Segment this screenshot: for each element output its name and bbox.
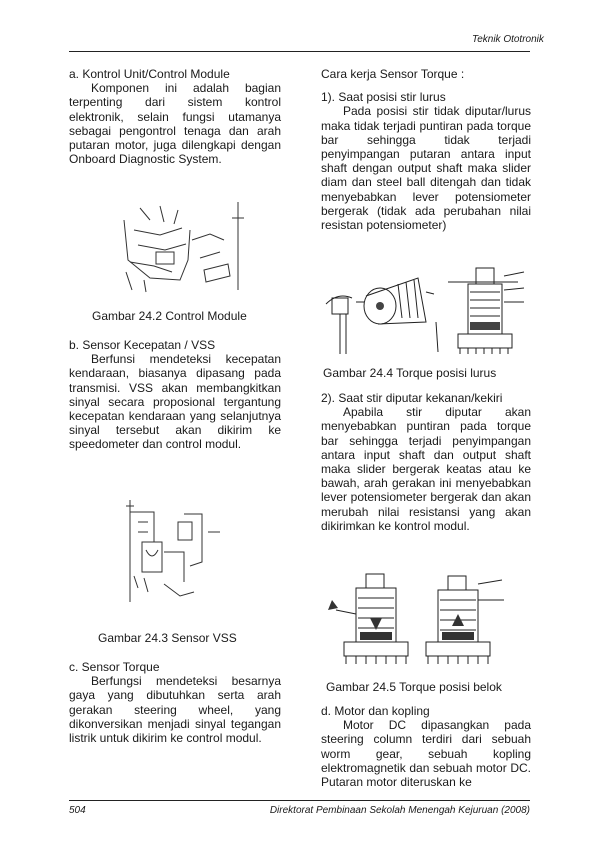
position-1-text: Pada posisi stir tidak diputar/lurus maka tidak terjadi puntiran pada torque bar sehingga tidak terjadi penyimpangan putaran antara input shaft dengan output shaft maka slider diam dan steel ball ditengah dan tidak menyebabkan lever potensiometer bergerak (tidak ada perubahan nilai resistan potensiometer) xyxy=(321,104,531,233)
fig-244-caption-wrap xyxy=(323,366,533,380)
figure-torque-straight xyxy=(318,262,532,360)
section-a xyxy=(69,67,281,166)
fig-245-caption-wrap xyxy=(326,680,536,694)
section-b-text: Berfunsi mendeteksi kecepatan kendaraan, biasanya dipasang pada transmisi. VSS akan membangkitkan sinyal secara proposional tergantung kecepatan kendaraan yang selanjutnya sinyal tersebut akan dikirim ke speedometer dan control modul. xyxy=(69,352,281,452)
running-footer: Direktorat Pembinaan Sekolah Menengah Kejuruan (2008) xyxy=(269,805,530,816)
section-a-heading: a. Kontrol Unit/Control Module xyxy=(69,67,230,81)
torque-working xyxy=(321,67,531,232)
figure-caption: Gambar 24.5 Torque posisi belok xyxy=(326,680,502,694)
figure-caption: Gambar 24.2 Control Module xyxy=(92,309,247,323)
torque-intro: Cara kerja Sensor Torque : xyxy=(321,67,465,81)
section-d-heading: d. Motor dan kopling xyxy=(321,704,430,718)
figure-caption: Gambar 24.3 Sensor VSS xyxy=(98,631,237,645)
footer-rule xyxy=(69,800,530,801)
section-b xyxy=(69,338,281,452)
section-c-text: Berfungsi mendeteksi besarnya gaya yang dibutuhkan serta arah gerakan steering wheel, yang dikonversikan menjadi sinyal tegangan listrik untuk dikirim ke control modul. xyxy=(69,674,281,746)
section-a-text: Komponen ini adalah bagian terpenting dari sistem kontrol elektronik, selain fungsi utamanya sebagai pengontrol tenaga dan arah putaran motor, juga dilengkapi dengan Onboard Diagnostic System. xyxy=(69,81,281,167)
figure-caption: Gambar 24.4 Torque posisi lurus xyxy=(323,366,497,380)
fig-243-caption-wrap xyxy=(98,631,310,645)
running-header: Teknik Ototronik xyxy=(472,34,544,45)
section-b-heading: b. Sensor Kecepatan / VSS xyxy=(69,338,216,352)
figure-sensor-vss xyxy=(124,492,224,622)
position-2 xyxy=(321,391,531,533)
section-d xyxy=(321,704,531,789)
section-c-heading: c. Sensor Torque xyxy=(69,660,160,674)
position-2-heading: 2). Saat stir diputar kekanan/kekiri xyxy=(321,391,503,405)
page-number: 504 xyxy=(69,805,86,816)
figure-control-module xyxy=(120,200,250,295)
figure-torque-turn xyxy=(326,570,526,672)
fig-242-caption-wrap xyxy=(92,309,304,323)
position-1-heading: 1). Saat posisi stir lurus xyxy=(321,90,446,105)
section-d-text: Motor DC dipasangkan pada steering column terdiri dari sebuah worm gear, sebuah kopling elektromagnetik dan sebuah motor DC. Putaran motor diteruskan ke xyxy=(321,718,531,790)
section-c xyxy=(69,660,281,745)
header-rule xyxy=(69,51,530,52)
position-2-text: Apabila stir diputar akan menyebabkan puntiran pada torque bar sehingga terjadi penyimpangan antara input shaft dan output shaft maka slider bergerak keatas atau ke bawah, arah gerakan ini menyebabkan lever potensiometer bergerak dan akan merubah nilai resistansi yang akan dikirimkan ke kontrol modul. xyxy=(321,405,531,533)
